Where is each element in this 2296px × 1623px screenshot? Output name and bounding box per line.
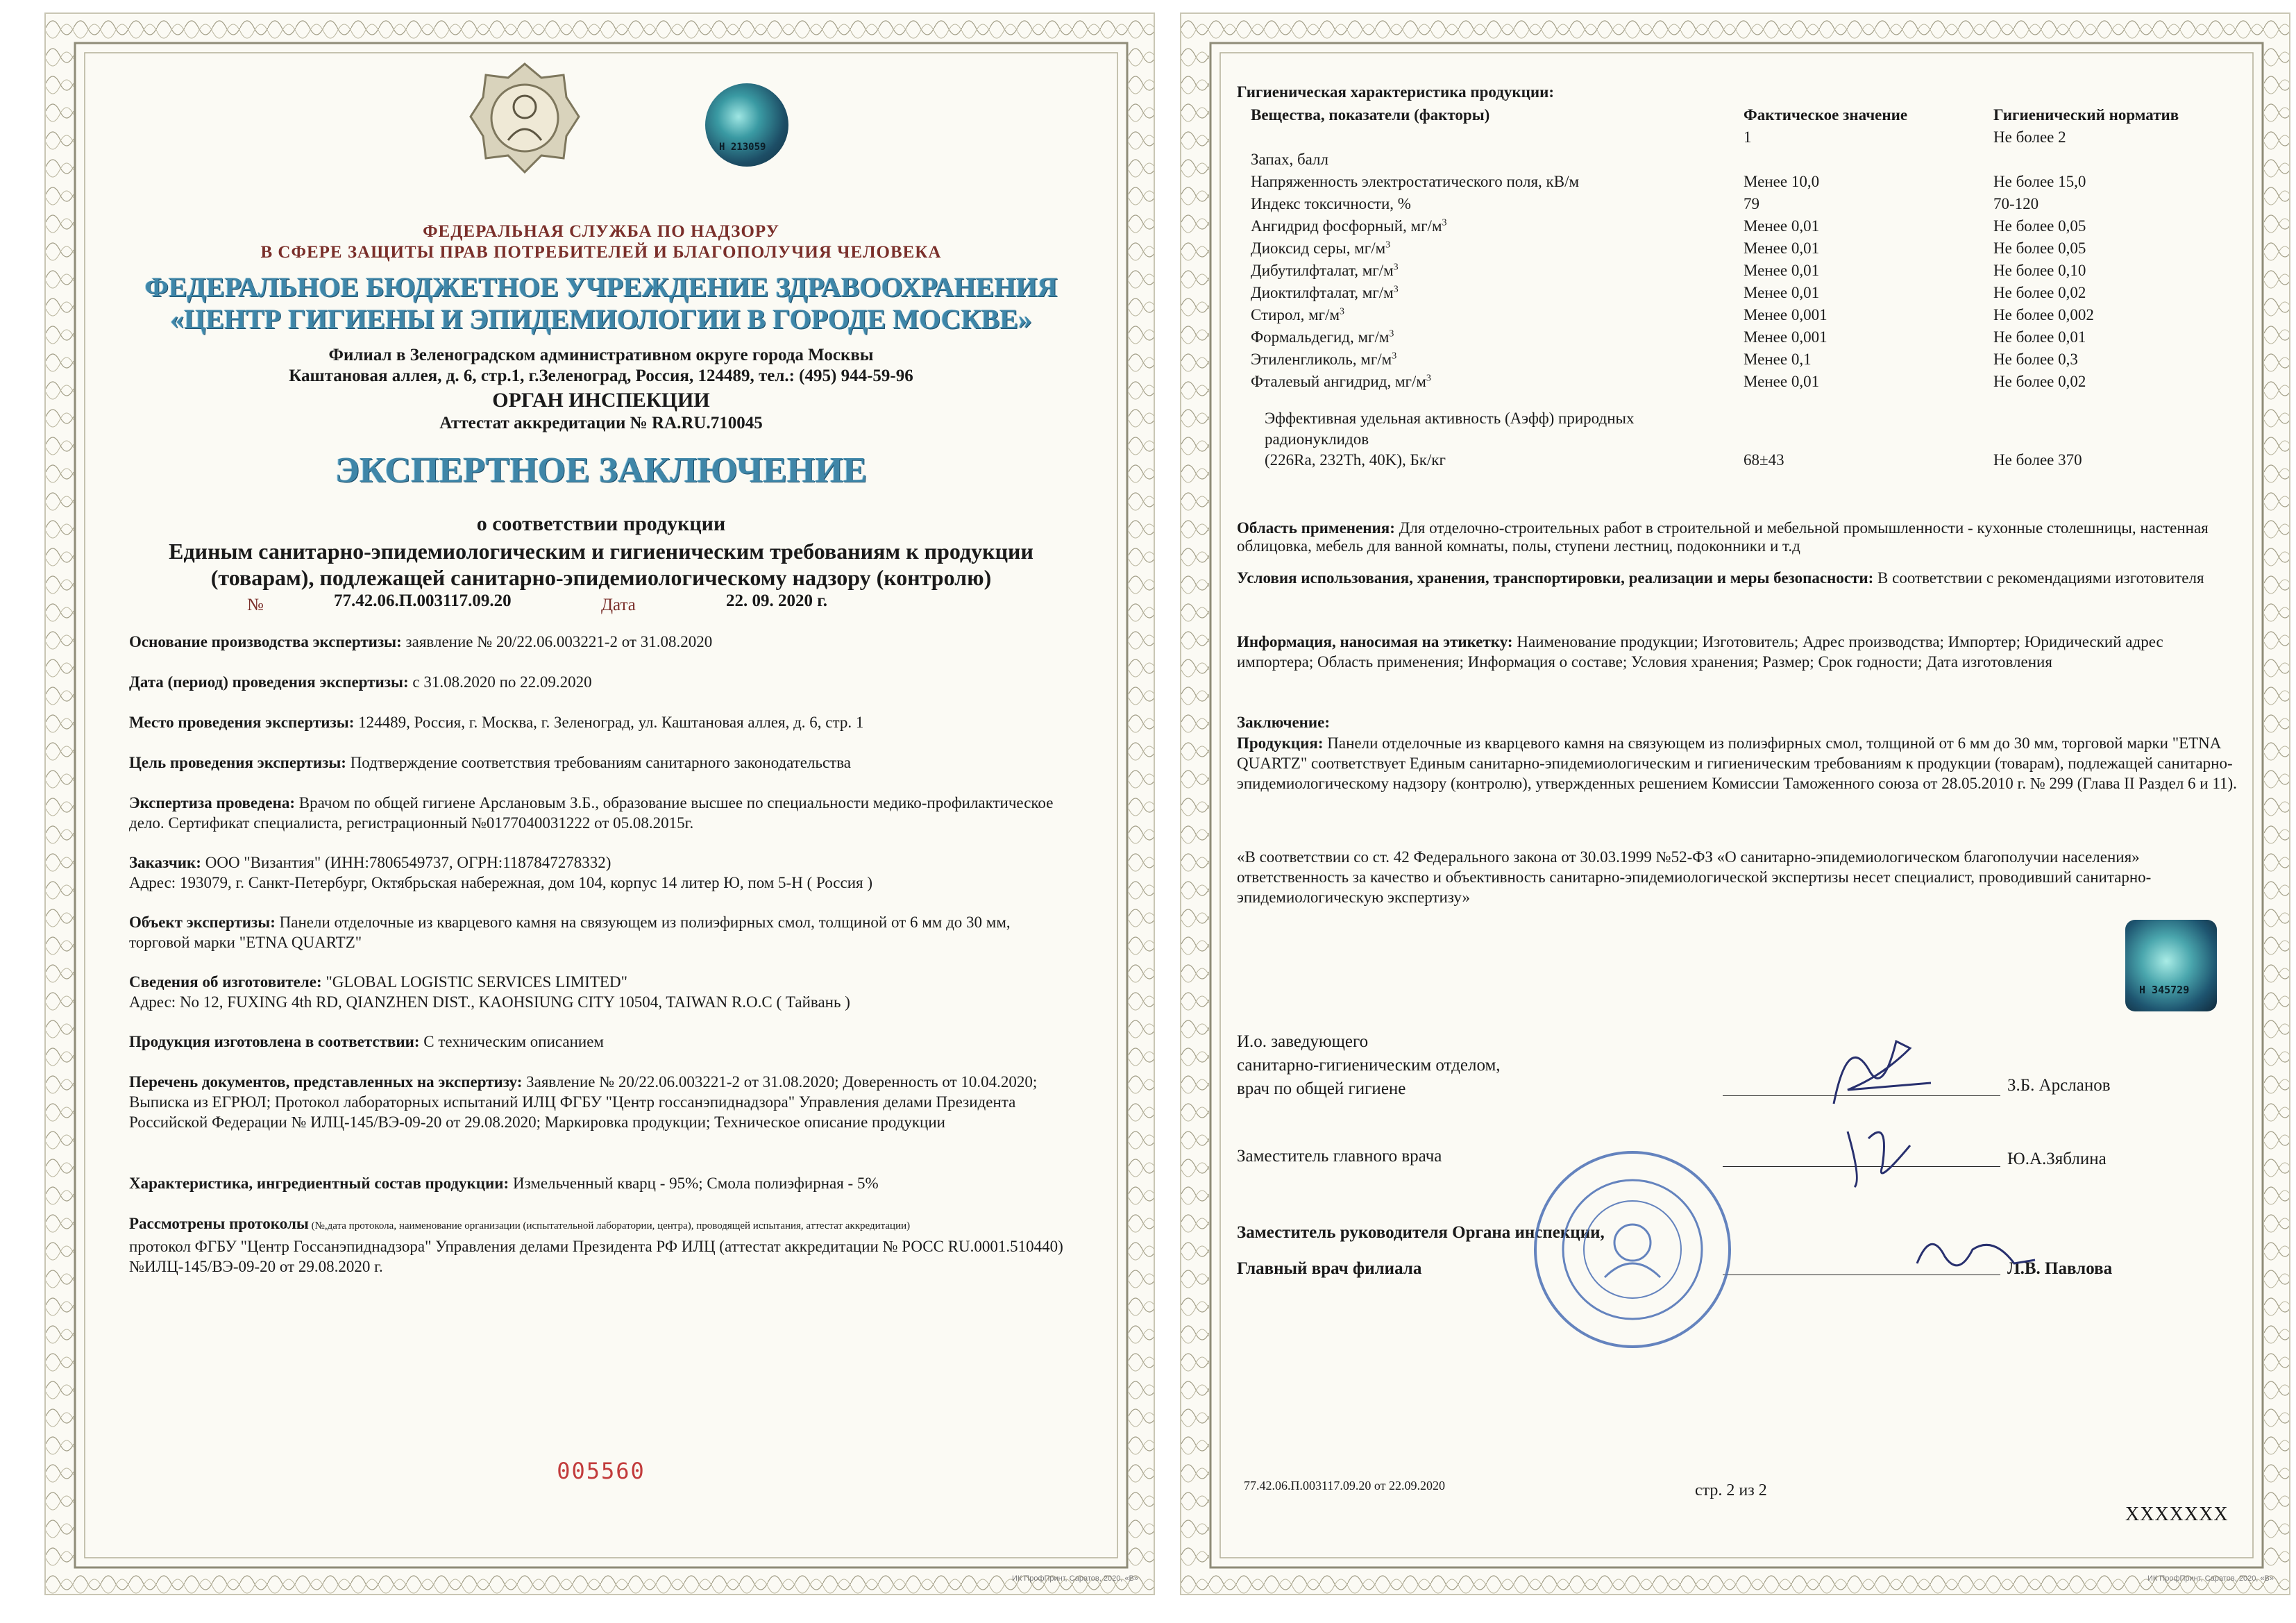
org-name-line-1: ФЕДЕРАЛЬНОЕ БЮДЖЕТНОЕ УЧРЕЖДЕНИЕ ЗДРАВООХРАНЕНИЯ xyxy=(144,271,1058,303)
table-row xyxy=(1251,171,2195,193)
cell-norm: Не более 15,0 xyxy=(1993,173,2086,190)
cell-substance: Этиленгликоль, $мг/м^3$ xyxy=(1251,351,1397,368)
cell-norm: Не более 0,10 xyxy=(1993,262,2086,279)
signatory-1-role: И.о. заведующего санитарно-гигиеническим отделом, врач по общей гигиене xyxy=(1237,1032,1501,1098)
conclusion-label: Заключение: xyxy=(1237,714,1331,731)
cell-norm: Не более 0,05 xyxy=(1993,217,2086,235)
org-name-line-2: «ЦЕНТР ГИГИЕНЫ И ЭПИДЕМИОЛОГИИ В ГОРОДЕ МОСКВЕ» xyxy=(170,303,1032,335)
rad-value: 68±43 xyxy=(1744,451,1784,469)
cell-actual: 79 xyxy=(1744,195,1759,212)
area-of-use: Область применения: Для отделочно-строительных работ в строительной и мебельной промышленности - кухонные столешницы, настенная облицовка, мебель для ванной комнаты, полы, ступени лестниц, подоконники и т.д xyxy=(1237,519,2209,555)
field-manufacturer: Сведения об изготовителе: "GLOBAL LOGISTIC SERVICES LIMITED" Адрес: No 12, FUXING 4th RD, QIANZHEN DIST., KAOHSIUNG CITY 10504, TAIWAN R.O.C ( Тайвань ) xyxy=(129,973,850,1011)
field-protocols: Рассмотрены протоколы (№,дата протокола, наименование организации (испытательной лаборатории, центра), проводящей испытания, аттестат аккредитации) протокол ФГБУ "Центр Госсанэпиднадзора" Управления делами Президента РФ ИЛЦ (аттестат аккредитации № РОСС RU.0001.510440) №ИЛЦ-145/ВЭ-09-20 от 29.08.2020 г. xyxy=(129,1215,1063,1275)
table-row xyxy=(1251,193,2195,215)
field-period: Дата (период) проведения экспертизы: с 31.08.2020 по 22.09.2020 xyxy=(129,673,592,691)
cell-substance: Диоксид серы, $мг/м^3$ xyxy=(1251,239,1391,257)
official-round-stamp xyxy=(1528,1145,1737,1354)
date-label: Дата xyxy=(601,596,636,614)
cell-substance: Дибутилфталат, $мг/м^3$ xyxy=(1251,262,1399,279)
hologram-sticker xyxy=(2125,920,2217,1011)
field-place: Место проведения экспертизы: 124489, Россия, г. Москва, г. Зеленоград, ул. Каштановая аллея, д. 6, стр. 1 xyxy=(129,714,864,731)
field-object: Объект экспертизы: Панели отделочные из кварцевого камня на связующем из полиэфирных смол, толщиной от 6 мм до 30 мм, торговой марки "ETNA QUARTZ" xyxy=(129,914,1011,951)
cell-actual: 1 xyxy=(1744,128,1752,146)
handwritten-signature-2 xyxy=(1806,1118,1945,1194)
cell-substance: Фталевый ангидрид, $мг/м^3$ xyxy=(1251,373,1431,390)
table-row xyxy=(1251,348,2195,371)
cell-actual: Менее 10,0 xyxy=(1744,173,1820,190)
cell-actual: Менее 0,1 xyxy=(1744,351,1812,368)
service-line-2: В СФЕРЕ ЗАЩИТЫ ПРАВ ПОТРЕБИТЕЛЕЙ И БЛАГОПОЛУЧИЯ ЧЕЛОВЕКА xyxy=(260,243,942,262)
hologram-number: Н 345729 xyxy=(2139,984,2190,996)
table-row xyxy=(1251,326,2195,348)
cell-norm: Не более 0,02 xyxy=(1993,284,2086,301)
date-value: 22. 09. 2020 г. xyxy=(726,591,828,610)
cell-norm: Не более 0,3 xyxy=(1993,351,2078,368)
serial-number: 005560 xyxy=(557,1458,645,1484)
table-row xyxy=(1251,282,2195,304)
cell-substance: Стирол, $мг/м^3$ xyxy=(1251,306,1345,323)
signatory-2-name: Ю.А.Зяблина xyxy=(2007,1150,2107,1168)
cell-actual: Менее 0,01 xyxy=(1744,217,1820,235)
field-documents: Перечень документов, представленных на экспертизу: Заявление № 20/22.06.003221-2 от 31.08.2020; Доверенность от 10.04.2020; Выписка из ЕГРЮЛ; Протокол лабораторных испытаний ИЛЦ ФГБУ "Центр госсанэпиднадзора" Управления делами Президента Российской Федерации № ИЛЦ-145/ВЭ-09-20 от 29.08.2020; Маркировка продукции; Техническое описание продукции xyxy=(129,1073,1038,1131)
col-header-norm: Гигиенический норматив xyxy=(1993,106,2179,124)
table-row xyxy=(1251,371,2195,393)
field-composition: Характеристика, ингредиентный состав продукции: Измельченный кварц - 95%; Смола полиэфирная - 5% xyxy=(129,1175,879,1192)
cell-norm: Не более 2 xyxy=(1993,128,2066,146)
rad-line-3: (226Ra, 232Th, 40K), Бк/кг xyxy=(1265,451,1446,469)
signatory-3-role-2: Главный врач филиала xyxy=(1237,1259,1422,1278)
field-manufactured-per: Продукция изготовлена в соответствии: С техническим описанием xyxy=(129,1033,604,1050)
cell-actual: Менее 0,001 xyxy=(1744,306,1827,323)
col-header-actual: Фактическое значение xyxy=(1744,106,1908,124)
printer-note: ИК ПрофПринт, Саратов, 2020, «В» xyxy=(2147,1574,2274,1583)
subtitle-1: о соответствии продукции xyxy=(476,512,726,535)
printer-note: ИК ПрофПринт, Саратов, 2020, «В» xyxy=(1011,1574,1138,1583)
usage-conditions: Условия использования, хранения, транспортировки, реализации и меры безопасности: В соответствии с рекомендациями изготовителя xyxy=(1237,569,2204,587)
field-customer: Заказчик: ООО "Византия" (ИНН:7806549737, ОГРН:1187847278332) Адрес: 193079, г. Санкт-Петербург, Октябрьская набережная, дом 104, корпус 14 литер Ю, пом 5-Н ( Россия ) xyxy=(129,854,872,891)
cell-substance: Напряженность электростатического поля, кВ/м xyxy=(1251,173,1580,190)
cell-substance: Формальдегид, $мг/м^3$ xyxy=(1251,328,1394,346)
certificate-page-1 xyxy=(44,12,1155,1595)
signatory-3-name: Л.В. Павлова xyxy=(2007,1259,2113,1278)
footer-document-number: 77.42.06.П.003117.09.20 от 22.09.2020 xyxy=(1244,1479,1445,1492)
cell-norm: Не более 0,05 xyxy=(1993,239,2086,257)
cell-actual: Менее 0,01 xyxy=(1744,262,1820,279)
footer-code: XXXXXXX xyxy=(2125,1504,2229,1525)
page-number: стр. 2 из 2 xyxy=(1695,1481,1767,1499)
address-line: Каштановая аллея, д. 6, стр.1, г.Зеленоград, Россия, 124489, тел.: (495) 944-59-96 xyxy=(289,367,913,385)
radionuclide-row xyxy=(1265,408,2236,471)
field-purpose: Цель проведения экспертизы: Подтверждение соответствия требованиям санитарного законодательства xyxy=(129,754,851,771)
table-row xyxy=(1251,304,2195,326)
rad-line-2: радионуклидов xyxy=(1265,430,1369,448)
handwritten-signature-3 xyxy=(1903,1222,2042,1284)
document-title: ЭКСПЕРТНОЕ ЗАКЛЮЧЕНИЕ xyxy=(335,451,868,490)
cell-actual: Менее 0,01 xyxy=(1744,239,1820,257)
attestat-line: Аттестат аккредитации № RA.RU.710045 xyxy=(439,414,763,432)
table-row xyxy=(1251,126,2195,171)
organ-title: ОРГАН ИНСПЕКЦИИ xyxy=(492,389,710,412)
number-label: № xyxy=(247,596,264,614)
cell-actual: Менее 0,01 xyxy=(1744,373,1820,390)
field-expert: Экспертиза проведена: Врачом по общей гигиене Арслановым З.Б., образование высшее по специальности медико-профилактическое дело. Сертификат специалиста, регистрационный №0177040031222 от 05.08.2015г. xyxy=(129,794,1054,832)
table-row xyxy=(1251,260,2195,282)
rad-line-1: Эффективная удельная активность (Аэфф) природных xyxy=(1265,410,1635,427)
subtitle-3: (товарам), подлежащей санитарно-эпидемиологическому надзору (контролю) xyxy=(210,565,992,590)
cell-norm: 70-120 xyxy=(1993,195,2039,212)
branch-line: Филиал в Зеленоградском административном округе города Москвы xyxy=(328,346,874,364)
col-header-substance: Вещества, показатели (факторы) xyxy=(1251,106,1490,124)
cell-actual: Менее 0,01 xyxy=(1744,284,1820,301)
handwritten-signature-1 xyxy=(1806,1027,1945,1118)
hygiene-table xyxy=(1251,104,2195,393)
hygiene-table-title: Гигиеническая характеристика продукции: xyxy=(1237,83,1555,101)
cell-norm: Не более 0,002 xyxy=(1993,306,2094,323)
cell-substance: Индекс токсичности, % xyxy=(1251,195,1411,212)
rad-norm: Не более 370 xyxy=(1993,451,2082,469)
cell-substance: Ангидрид фосфорный, $мг/м^3$ xyxy=(1251,217,1447,235)
certificate-page-2 xyxy=(1180,12,2290,1595)
cell-norm: Не более 0,02 xyxy=(1993,373,2086,390)
table-header xyxy=(1251,104,2195,126)
conclusion-product: Продукция: Панели отделочные из кварцевого камня на связующем из полиэфирных смол, толщиной от 6 мм до 30 мм, торговой марки "ETNA QUARTZ" соответствует Единым санитарно-эпидемиологическим и гигиеническим требованиям к продукции (товарам), подлежащей санитарно-эпидемиологическому надзору (контролю), утвержденных решением Комиссии Таможенного союза от 28.05.2010 г. № 299 (Глава II Раздел 6 и 11). xyxy=(1237,734,2237,792)
service-line-1: ФЕДЕРАЛЬНАЯ СЛУЖБА ПО НАДЗОРУ xyxy=(423,222,779,241)
number-value: 77.42.06.П.003117.09.20 xyxy=(334,591,512,610)
signatory-1-name: З.Б. Арсланов xyxy=(2007,1076,2111,1095)
table-row xyxy=(1251,237,2195,260)
cell-substance: Запах, балл xyxy=(1251,151,1329,168)
table-row xyxy=(1251,215,2195,237)
law-statement: «В соответствии со ст. 42 Федерального закона от 30.03.1999 №52-ФЗ «О санитарно-эпидемиологическом благополучии населения» ответственность за качество и объективность санитарно-эпидемиологической экспертизы несет специалист, проводивший санитарно-эпидемиологическую экспертизу» xyxy=(1237,848,2152,906)
cell-substance: Диоктилфталат, $мг/м^3$ xyxy=(1251,284,1399,301)
subtitle-2: Единым санитарно-эпидемиологическим и гигиеническим требованиям к продукции xyxy=(169,539,1033,564)
cell-actual: Менее 0,001 xyxy=(1744,328,1827,346)
label-information: Информация, наносимая на этикетку: Наименование продукции; Изготовитель; Адрес производства; Импортер; Юридический адрес импортера; Область применения; Информация о составе; Условия хранения; Размер; Срок годности; Дата изготовления xyxy=(1237,633,2163,671)
signatory-3-role-1: Заместитель руководителя Органа инспекции, xyxy=(1237,1223,1605,1242)
signatory-2-role: Заместитель главного врача xyxy=(1237,1147,1442,1166)
hologram-number: Н 213059 xyxy=(719,142,766,153)
field-basis: Основание производства экспертизы: заявление № 20/22.06.003221-2 от 31.08.2020 xyxy=(129,633,713,650)
cell-norm: Не более 0,01 xyxy=(1993,328,2086,346)
